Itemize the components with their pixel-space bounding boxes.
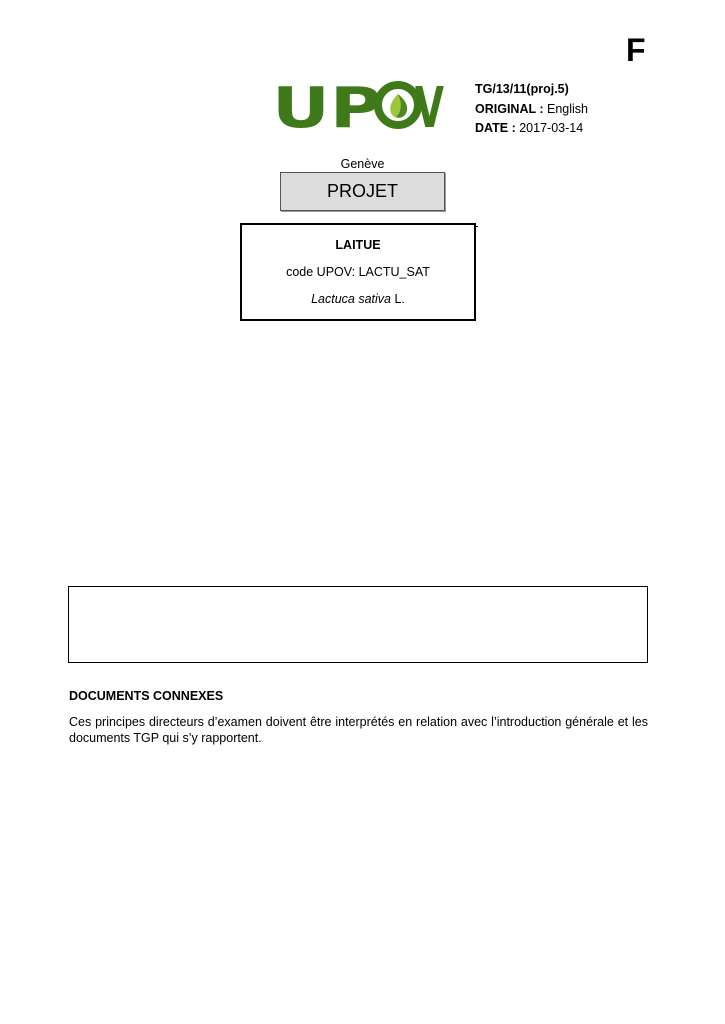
document-reference: TG/13/11(proj.5)	[475, 82, 569, 96]
species-box	[240, 223, 476, 321]
species-botanical-name	[242, 292, 474, 306]
date-value: 2017-03-14	[519, 121, 584, 135]
date-label: DATE :	[475, 121, 516, 135]
original-label: ORIGINAL :	[475, 101, 544, 116]
species-botanical-author: L.	[391, 292, 405, 306]
species-common-name: LAITUE	[335, 238, 381, 252]
original-value: English	[547, 101, 589, 116]
corner-mark	[475, 226, 478, 227]
date-line	[475, 119, 588, 139]
empty-frame	[68, 586, 648, 663]
svg-text:V: V	[415, 76, 445, 141]
draft-label: PROJET	[280, 172, 445, 211]
document-meta	[475, 80, 588, 139]
upov-logo	[272, 76, 445, 141]
species-botanical-name-italic: Lactuca sativa	[311, 292, 391, 306]
species-upov-code: code UPOV: LACTU_SAT	[286, 265, 430, 279]
svg-text:UP: UP	[272, 76, 382, 141]
city: Genève	[340, 157, 385, 171]
language-code: F	[626, 32, 646, 68]
original-language-line	[475, 100, 588, 120]
related-documents-heading: DOCUMENTS CONNEXES	[69, 689, 224, 703]
related-documents-text: Ces principes directeurs d’examen doivent être interprétés en relation avec l’introduction générale et les documents TGP qui s’y rapportent.	[69, 715, 648, 745]
